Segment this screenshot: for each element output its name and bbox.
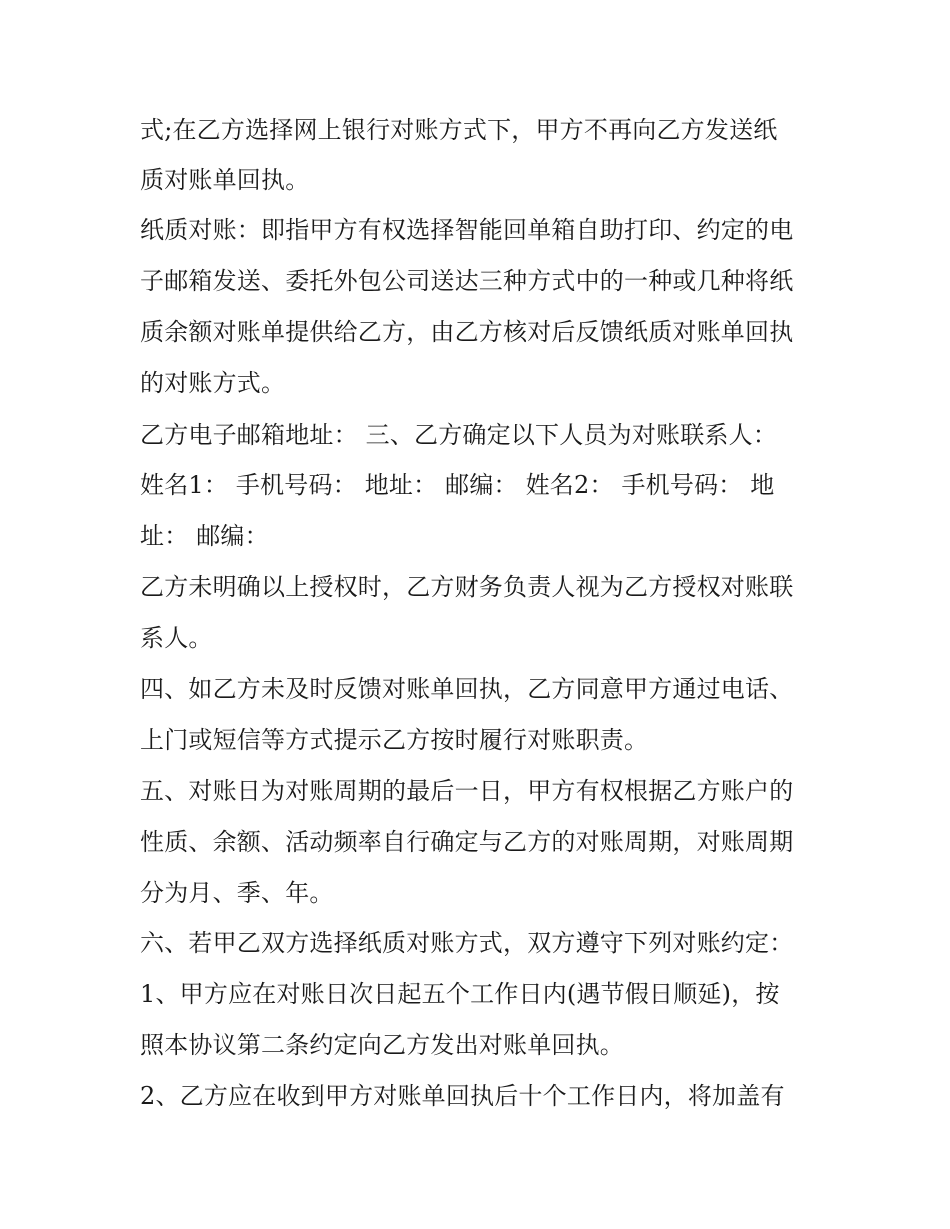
text-line: 1、甲方应在对账日次日起五个工作日内(遇节假日顺延)，按	[140, 980, 780, 1008]
text-line: 乙方未明确以上授权时，乙方财务负责人视为乙方授权对账联	[140, 573, 794, 601]
text-line: 五、对账日为对账周期的最后一日，甲方有权根据乙方账户的	[140, 777, 794, 805]
text-line: 址： 邮编：	[140, 522, 269, 550]
text-line: 式;在乙方选择网上银行对账方式下，甲方不再向乙方发送纸	[140, 116, 778, 144]
text-line: 子邮箱发送、委托外包公司送达三种方式中的一种或几种将纸	[140, 267, 794, 295]
text-line: 2、乙方应在收到甲方对账单回执后十个工作日内，将加盖有	[140, 1082, 785, 1110]
text-line: 的对账方式。	[140, 369, 286, 397]
text-line: 质余额对账单提供给乙方，由乙方核对后反馈纸质对账单回执	[140, 318, 794, 346]
text-line: 六、若甲乙双方选择纸质对账方式，双方遵守下列对账约定：	[140, 929, 794, 957]
text-line: 系人。	[140, 624, 213, 652]
text-line: 分为月、季、年。	[140, 879, 334, 907]
text-line: 照本协议第二条约定向乙方发出对账单回执。	[140, 1031, 624, 1059]
text-line: 四、如乙方未及时反馈对账单回执，乙方同意甲方通过电话、	[140, 675, 794, 703]
text-line: 乙方电子邮箱地址： 三、乙方确定以下人员为对账联系人：	[140, 421, 778, 449]
text-line: 姓名1： 手机号码： 地址： 邮编： 姓名2： 手机号码： 地	[140, 471, 775, 499]
text-line: 纸质对账：即指甲方有权选择智能回单箱自助打印、约定的电	[140, 216, 794, 244]
text-line: 上门或短信等方式提示乙方按时履行对账职责。	[140, 726, 649, 754]
text-line: 性质、余额、活动频率自行确定与乙方的对账周期，对账周期	[140, 828, 794, 856]
text-line: 质对账单回执。	[140, 166, 310, 194]
